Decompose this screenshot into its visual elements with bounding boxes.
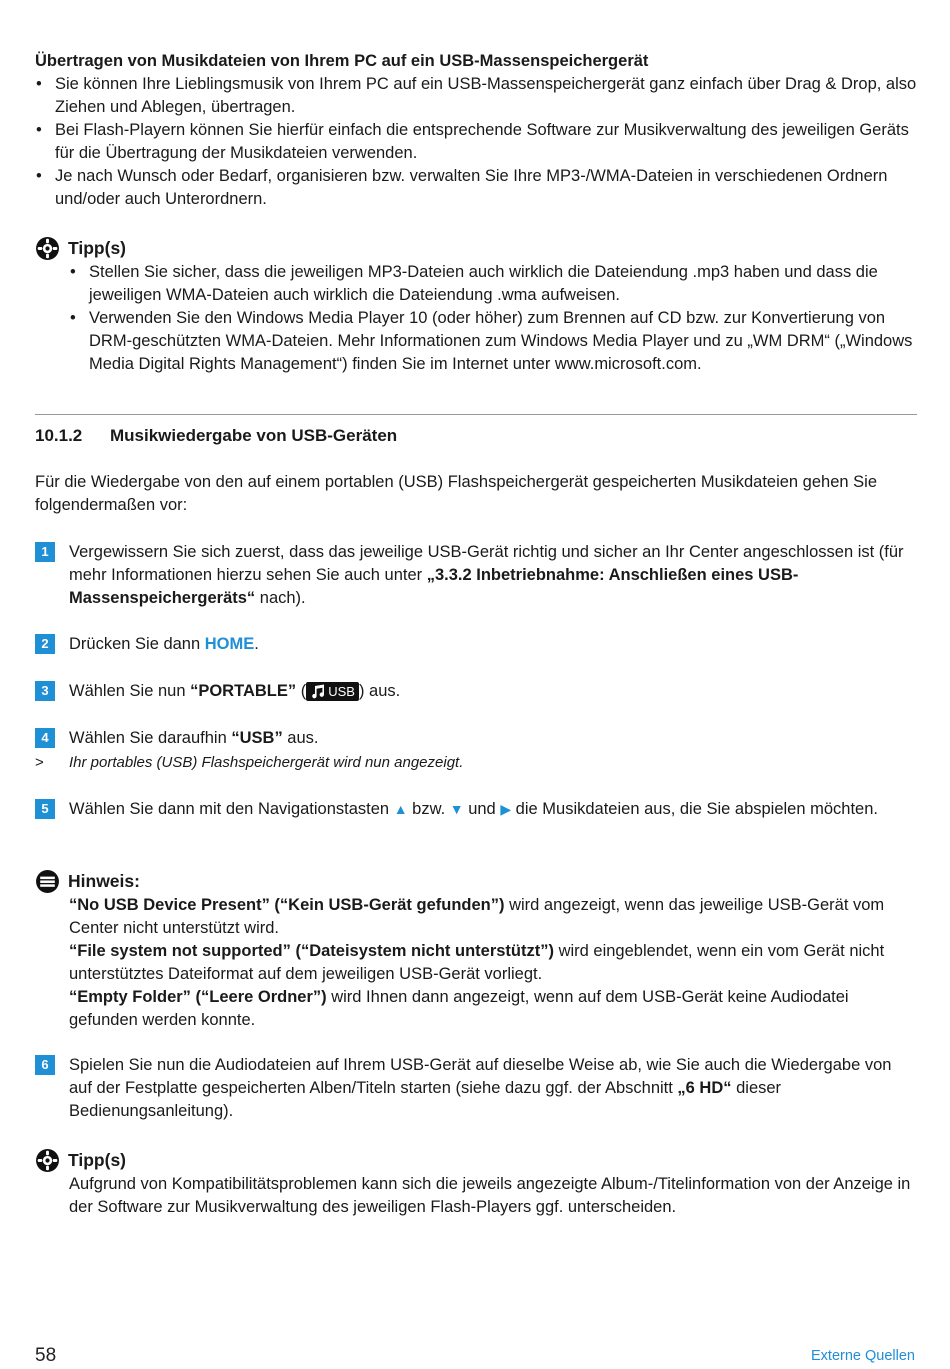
message-name: “Empty Folder” (“Leere Ordner”) bbox=[69, 988, 327, 1006]
music-note-icon bbox=[310, 683, 326, 699]
step-reference: „3.3.2 Inbetriebnahme: Anschließen eines USB-Massenspeichergeräts“ bbox=[69, 566, 799, 607]
message-name: “No USB Device Present” (“Kein USB-Gerät gefunden”) bbox=[69, 896, 505, 914]
step-number: 5 bbox=[35, 799, 55, 819]
step-number: 2 bbox=[35, 634, 55, 654]
list-item: • Je nach Wunsch oder Bedarf, organisieren bzw. verwalten Sie Ihre MP3-/WMA-Dateien in verschiedenen Ordnern und/oder auch Unterordnern. bbox=[35, 165, 917, 211]
step-text-part: Wählen Sie nun bbox=[69, 682, 191, 700]
step-text bbox=[69, 680, 917, 703]
list-item: • Verwenden Sie den Windows Media Player 10 (oder höher) zum Brennen auf CD bzw. zur Konvertierung von DRM-geschützten WMA-Dateien. Mehr Informationen zum Windows Media Player und zu „WM DRM“ („Windows Media Digital Rights Management“) finden Sie im Internet unter www.microsoft.com. bbox=[69, 307, 917, 376]
step-text-part: und bbox=[463, 800, 501, 818]
step-text-part: die Musikdateien aus, die Sie abspielen möchten. bbox=[511, 800, 878, 818]
step-4 bbox=[35, 727, 917, 750]
usb-label: “USB” bbox=[231, 729, 283, 747]
step-text-part: Drücken Sie dann bbox=[69, 635, 205, 653]
section-intro: Für die Wiedergabe von den auf einem portablen (USB) Flashspeichergerät gespeicherten Musikdateien gehen Sie folgendermaßen vor: bbox=[35, 473, 877, 514]
tip-bullets bbox=[35, 261, 917, 376]
gear-tip-icon bbox=[35, 1148, 60, 1173]
message-description: wird angezeigt, wenn das jeweilige USB-Gerät vom Center nicht unterstützt wird. bbox=[69, 896, 885, 937]
step-number: 6 bbox=[35, 1055, 55, 1075]
portable-label: “PORTABLE” bbox=[190, 682, 297, 700]
note-item bbox=[69, 986, 917, 1032]
note-title: Hinweis: bbox=[68, 871, 140, 891]
message-description: wird eingeblendet, wenn ein vom Gerät nicht unterstütztes Dateiformat auf dem jeweiligen USB-Gerät vorliegt. bbox=[69, 942, 885, 983]
step-text-part: nach). bbox=[255, 589, 306, 607]
step-text bbox=[69, 541, 917, 610]
right-arrow-icon: ▶ bbox=[500, 801, 512, 817]
step-text bbox=[69, 798, 917, 821]
list-item: • Stellen Sie sicher, dass die jeweiligen MP3-Dateien auch wirklich die Dateiendung .mp3 haben und dass die jeweiligen WMA-Dateien auch wirklich die Dateiendung .wma aufweisen. bbox=[69, 261, 917, 307]
down-arrow-icon: ▼ bbox=[449, 801, 464, 817]
gear-tip-icon bbox=[35, 236, 60, 261]
tip-title: Tipp(s) bbox=[68, 1150, 127, 1170]
step-6 bbox=[35, 1054, 917, 1123]
message-name: “File system not supported” (“Dateisystem nicht unterstützt”) bbox=[69, 942, 554, 960]
step-text-part: ) aus. bbox=[358, 682, 401, 700]
note-box bbox=[35, 869, 917, 1032]
up-arrow-icon: ▲ bbox=[393, 801, 408, 817]
tip-header bbox=[35, 1148, 917, 1173]
footer-section-title: Externe Quellen bbox=[811, 1348, 915, 1364]
tip-title: Tipp(s) bbox=[68, 238, 127, 258]
step-text-part: bzw. bbox=[407, 800, 450, 818]
usb-badge-label: USB bbox=[328, 683, 355, 699]
step-5 bbox=[35, 798, 917, 821]
transfer-section bbox=[35, 50, 917, 211]
step-2 bbox=[35, 633, 917, 656]
note-item bbox=[69, 894, 917, 940]
section-number: 10.1.2 bbox=[35, 426, 83, 445]
home-key-label: HOME bbox=[204, 635, 255, 653]
note-icon bbox=[35, 869, 60, 894]
section-divider bbox=[35, 414, 917, 415]
step-number: 3 bbox=[35, 681, 55, 701]
tip-box-1 bbox=[35, 236, 917, 376]
step-number: 4 bbox=[35, 728, 55, 748]
result-arrow: > bbox=[35, 754, 44, 771]
list-item: • Bei Flash-Playern können Sie hierfür einfach die entsprechende Software zur Musikverwaltung des jeweiligen Geräts für die Übertragung der Musikdateien verwenden. bbox=[35, 119, 917, 165]
step-4-result bbox=[35, 751, 917, 774]
note-header bbox=[35, 869, 917, 894]
note-body bbox=[35, 894, 917, 1032]
transfer-heading: Übertragen von Musikdateien von Ihrem PC auf ein USB-Massenspeichergerät bbox=[35, 52, 649, 70]
section-title: Musikwiedergabe von USB-Geräten bbox=[110, 426, 398, 445]
step-text-part: Spielen Sie nun die Audiodateien auf Ihrem USB-Gerät auf dieselbe Weise ab, wie Sie auch die Wiedergabe von auf der Festplatte gespeicherten Alben/Titeln starten (siehe dazu ggf. der Abschnitt bbox=[69, 1056, 892, 1097]
step-number: 1 bbox=[35, 542, 55, 562]
step-1 bbox=[35, 541, 917, 610]
usb-source-badge bbox=[306, 682, 359, 701]
step-text-part: . bbox=[254, 635, 259, 653]
step-reference: „6 HD“ bbox=[677, 1079, 732, 1097]
step-text bbox=[69, 727, 917, 750]
tip-header bbox=[35, 236, 917, 261]
step-3 bbox=[35, 680, 917, 703]
step-text-part: ( bbox=[296, 682, 307, 700]
step-text-part: Vergewissern Sie sich zuerst, dass das jeweilige USB-Gerät richtig und sicher an Ihr Center angeschlossen ist (für mehr Informationen hierzu sehen Sie auch unter bbox=[69, 543, 904, 584]
step-text-part: dieser Bedienungsanleitung). bbox=[69, 1079, 782, 1120]
step-text bbox=[69, 1054, 917, 1123]
section-heading bbox=[35, 424, 917, 447]
step-text bbox=[69, 633, 917, 656]
step-text-part: aus. bbox=[282, 729, 319, 747]
list-item: • Sie können Ihre Lieblingsmusik von Ihrem PC auf ein USB-Massenspeichergerät ganz einfach über Drag & Drop, also Ziehen und Ablegen, übertragen. bbox=[35, 73, 917, 119]
tip-text: Aufgrund von Kompatibilitätsproblemen kann sich die jeweils angezeigte Album-/Titelinformation von der Anzeige in der Software zur Musikverwaltung des jeweiligen Flash-Players ggf. unterscheiden. bbox=[69, 1175, 911, 1216]
message-description: wird Ihnen dann angezeigt, wenn auf dem USB-Gerät keine Audiodatei gefunden werden konnte. bbox=[69, 988, 849, 1029]
step-text-part: Wählen Sie daraufhin bbox=[69, 729, 232, 747]
step-text-part: Wählen Sie dann mit den Navigationstasten bbox=[69, 800, 394, 818]
tip-box-2 bbox=[35, 1148, 917, 1219]
note-item bbox=[69, 940, 917, 986]
page-number: 58 bbox=[35, 1345, 57, 1366]
transfer-bullets bbox=[35, 73, 917, 211]
result-text: Ihr portables (USB) Flashspeichergerät wird nun angezeigt. bbox=[69, 754, 464, 771]
